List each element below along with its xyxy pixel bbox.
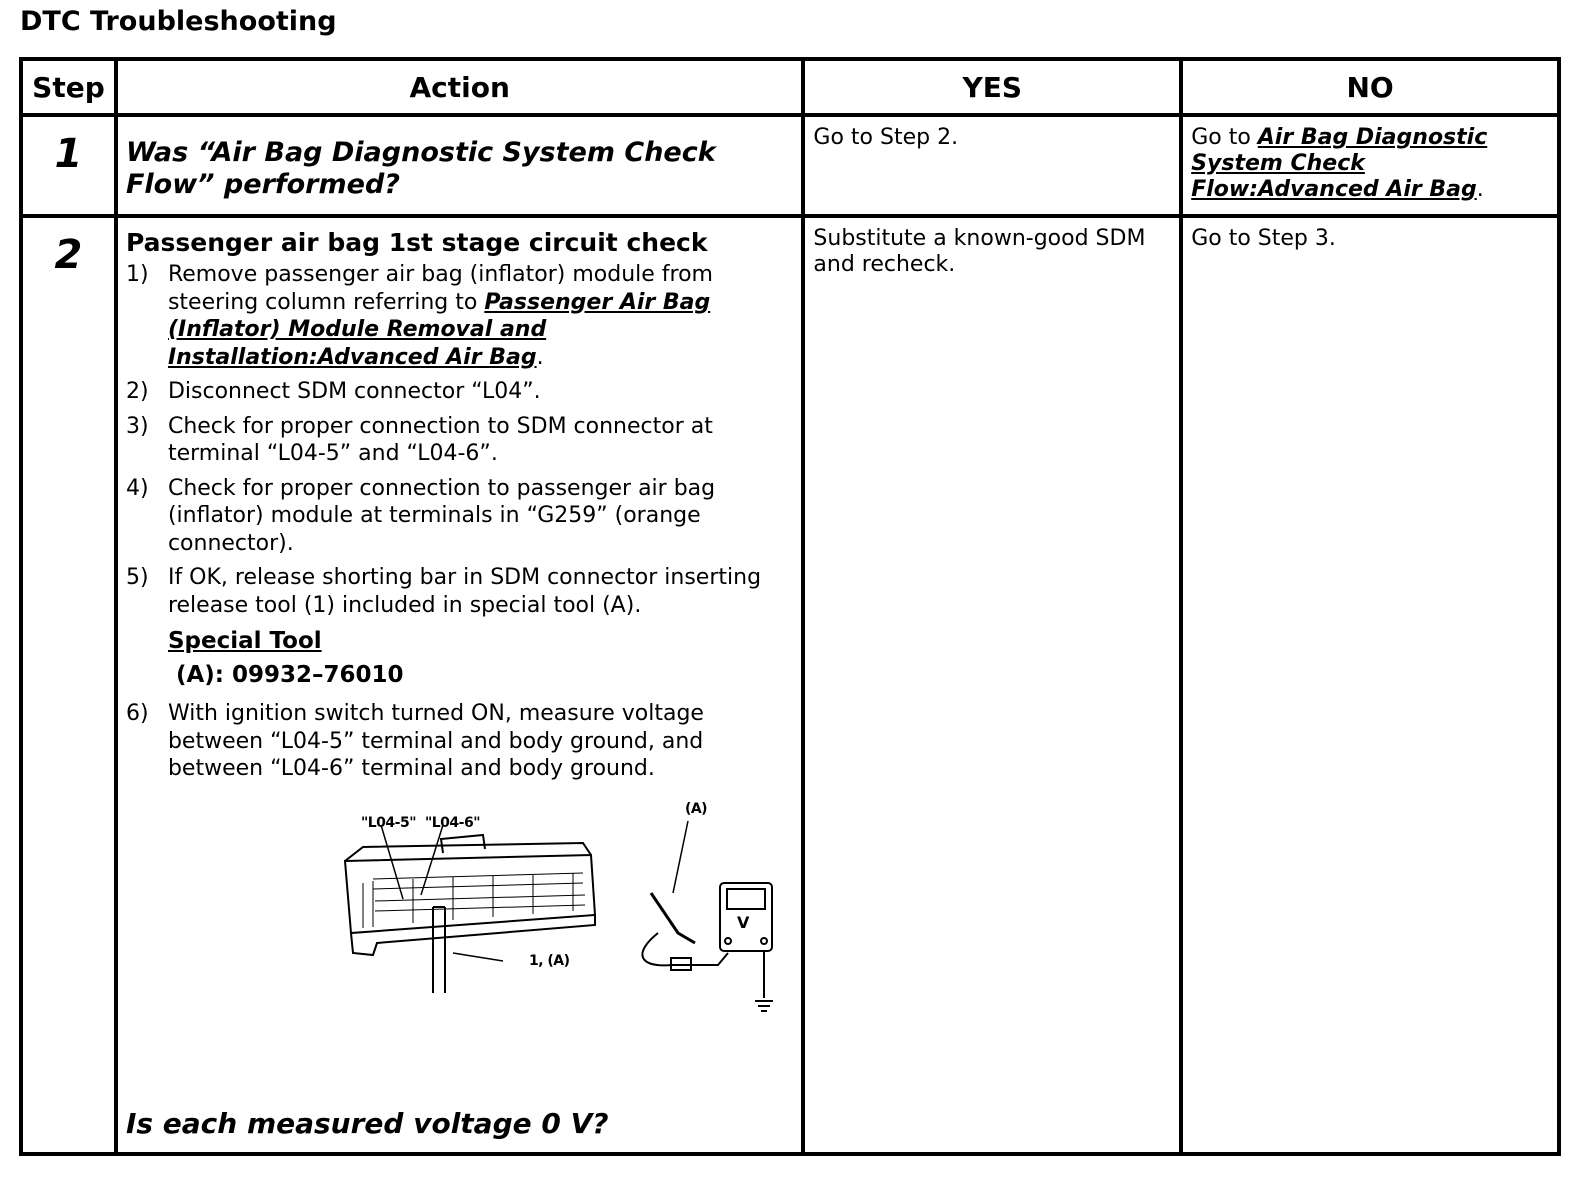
label-l04-6: "L04-6" [424,815,480,831]
label-voltmeter: V [736,913,749,932]
procedure-text-before: Remove passenger air bag (inflator) module from steering column referring to [167,262,713,315]
header-step: Step [21,59,116,115]
removal-installation-link[interactable]: Passenger Air Bag (Inflator) Module Removal and Installation:Advanced Air Bag [167,289,711,370]
procedure-text [168,261,801,371]
diagnostic-check-flow-link[interactable]: Air Bag Diagnostic System Check Flow:Advanced Air Bag [1191,125,1488,202]
dtc-table [19,57,1561,1156]
procedure-list [118,700,801,783]
voltmeter-terminal-right [761,938,767,944]
action-cell [116,115,803,216]
step-subtitle: Passenger air bag 1st stage circuit check [125,228,708,257]
no-result: Go to Step 3. [1191,226,1336,251]
header-no: NO [1181,59,1559,115]
illustration-svg [333,803,783,1023]
ground-symbol [755,1001,773,1011]
special-tool-number: (A): 09932–76010 [175,662,404,688]
label-l04-5: "L04-5" [360,815,416,831]
step-cell [21,115,116,216]
procedure-number: 2) [125,379,149,404]
label-release-tool: 1, (A) [528,953,570,969]
step-question: Was “Air Bag Diagnostic System Check Flow” performed? [125,137,716,200]
step-number: 2 [54,232,83,278]
table-header-row [21,59,1559,115]
procedure-item [126,413,801,468]
procedure-item [126,261,801,371]
procedure-text: Disconnect SDM connector “L04”. [167,379,541,404]
step-number: 1 [54,131,83,177]
procedure-text: With ignition switch turned ON, measure voltage between “L04-5” terminal and body ground, and between “L04-6” terminal and body ground. [167,701,704,781]
procedure-text: Check for proper connection to passenger air bag (inflator) module at terminals in “G259” (orange connector). [167,475,716,556]
procedure-number: 6) [125,701,149,726]
procedure-text-after: . [536,344,544,370]
no-result-suffix: . [1476,177,1484,202]
sdm-connector-body [345,855,595,933]
procedure-number: 1) [125,262,149,287]
procedure-item [126,564,801,619]
label-tool-a: (A) [684,801,708,817]
no-result [1183,117,1557,203]
procedure-item [126,475,801,558]
probe [651,893,695,943]
procedure-text: Check for proper connection to SDM connector at terminal “L04-5” and “L04-6”. [167,413,713,466]
procedure-text: If OK, release shorting bar in SDM connector inserting release tool (1) included in special tool (A). [167,565,762,618]
yes-result: Substitute a known-good SDM and recheck. [813,226,1146,277]
yes-result: Go to Step 2. [813,125,959,150]
document-title: DTC Troubleshooting [20,6,337,37]
header-yes: YES [803,59,1181,115]
procedure-number: 3) [125,413,149,439]
header-action: Action [116,59,803,115]
procedure-number: 4) [125,475,149,501]
sdm-connector-bottom [351,915,595,955]
voltmeter-terminal-left [725,938,731,944]
yes-cell [803,115,1181,216]
special-tool-heading: Special Tool [167,628,322,654]
table-row [21,216,1559,1154]
procedure-item [126,700,801,783]
procedure-number: 5) [125,565,149,590]
release-tool [433,907,445,993]
step-cell [21,216,116,1154]
procedure-list [118,261,801,619]
yes-cell [803,216,1181,1154]
connector-terminals [363,873,585,928]
connector-voltage-illustration [333,803,783,1023]
leader-tool-a [673,821,688,893]
procedure-item [126,378,801,406]
no-cell [1181,115,1559,216]
action-cell [116,216,803,1154]
no-cell [1181,216,1559,1154]
table-row [21,115,1559,216]
voltmeter-display [727,889,765,909]
leader-l04-5 [381,825,403,899]
leader-release-tool [453,953,503,961]
no-result-prefix: Go to [1191,125,1258,150]
step-final-question: Is each measured voltage 0 V? [125,1107,609,1140]
